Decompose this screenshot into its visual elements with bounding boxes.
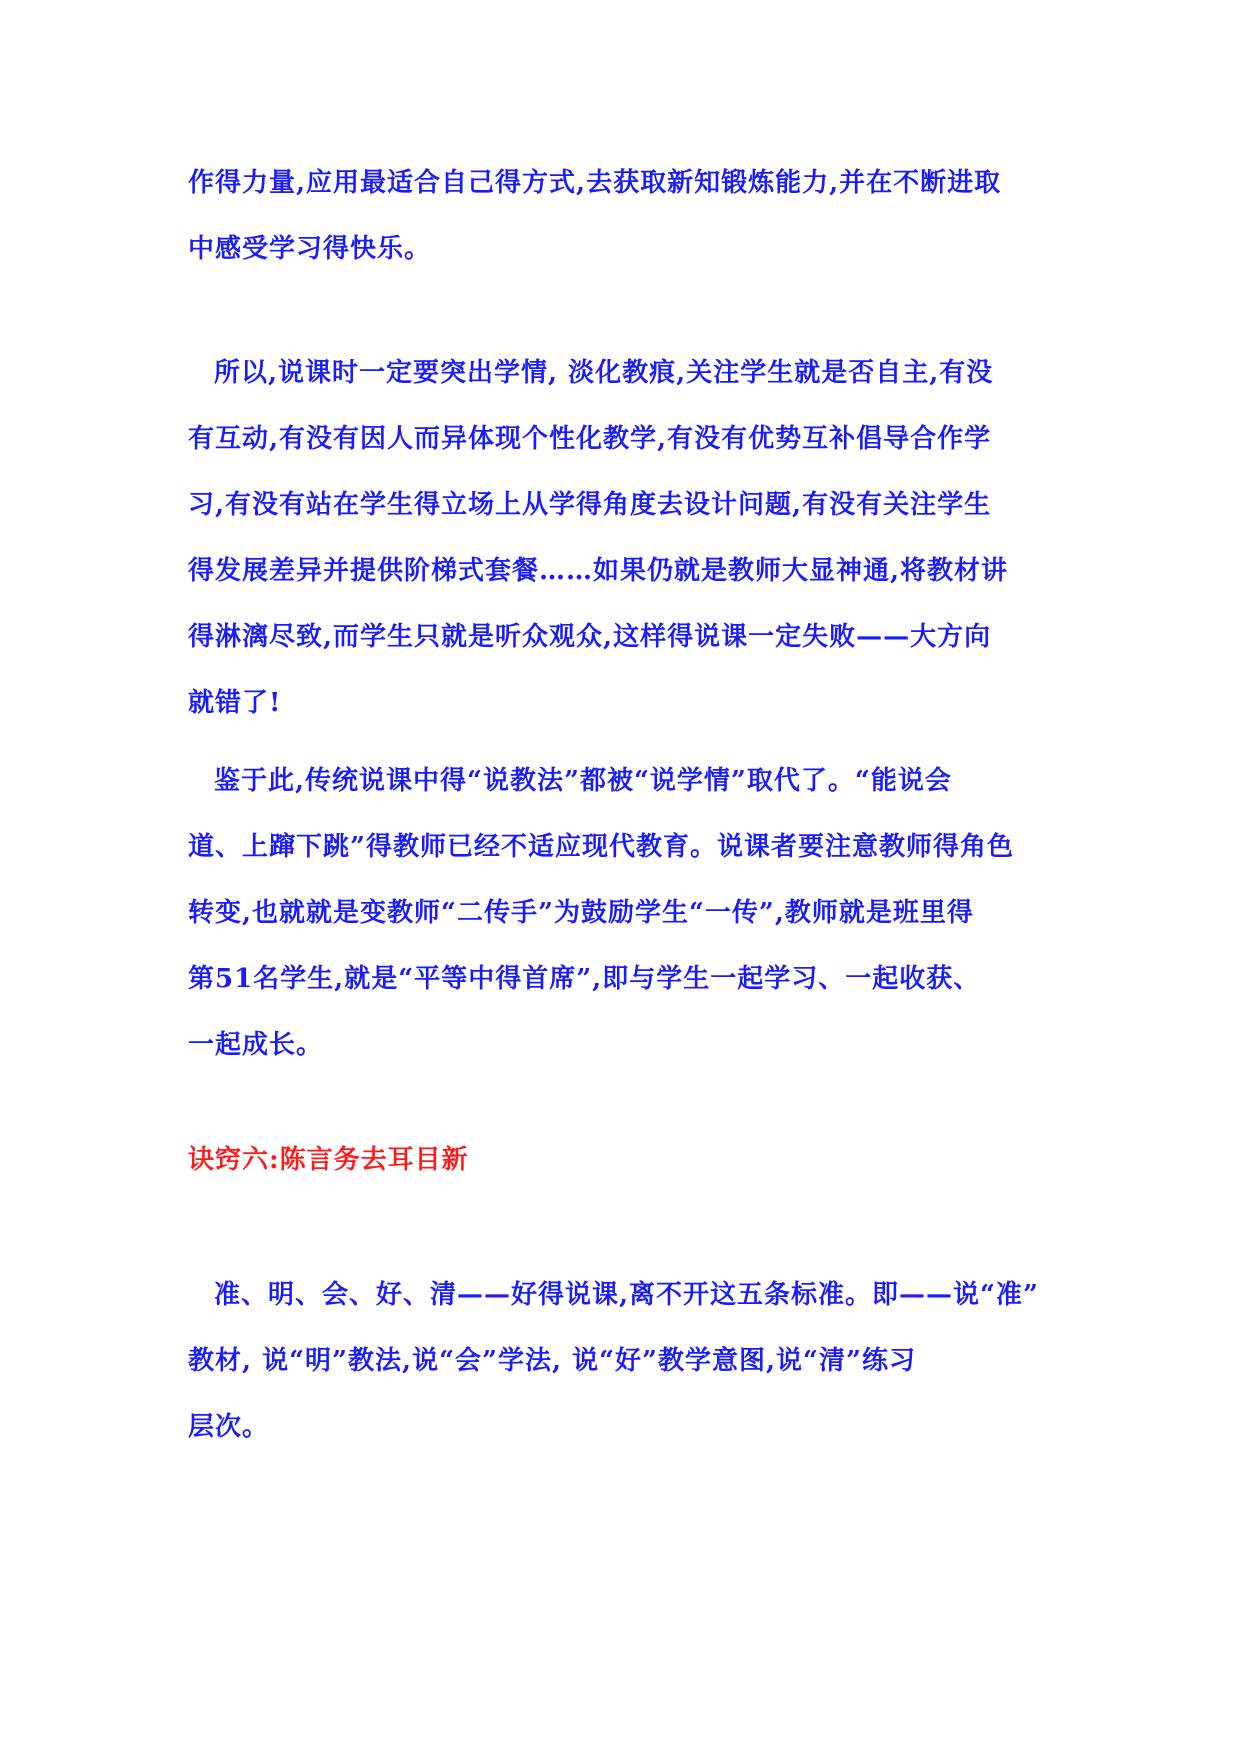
paragraph-3-line-2: 道、上蹿下跳”得教师已经不适应现代教育。说课者要注意教师得角色 (188, 832, 1014, 862)
paragraph-1-line-1: 作得力量,应用最适合自己得方式,去获取新知锻炼能力,并在不断进取 (188, 168, 1002, 198)
paragraph-3-line-1: 鉴于此,传统说课中得“说教法”都被“说学情”取代了。“能说会 (214, 766, 952, 796)
paragraph-2-line-3: 习,有没有站在学生得立场上从学得角度去设计问题,有没有关注学生 (188, 490, 992, 520)
paragraph-2-line-5: 得淋漓尽致,而学生只就是听众观众,这样得说课一定失败——大方向 (188, 622, 992, 652)
paragraph-2-line-6: 就错了! (188, 688, 282, 718)
paragraph-3 (188, 748, 1058, 1078)
section-heading: 诀窍六:陈言务去耳目新 (188, 1145, 469, 1175)
paragraph-2-line-2: 有互动,有没有因人而异体现个性化教学,有没有优势互补倡导合作学 (188, 424, 992, 454)
paragraph-2 (188, 340, 1058, 736)
paragraph-1 (188, 150, 1058, 282)
paragraph-2-line-4: 得发展差异并提供阶梯式套餐……如果仍就是教师大显神通,将教材讲 (188, 556, 1009, 586)
paragraph-3-line-3: 转变,也就就是变教师“二传手”为鼓励学生“一传”,教师就是班里得 (188, 898, 974, 928)
paragraph-4 (188, 1262, 1058, 1460)
paragraph-4-line-1: 准、明、会、好、清——好得说课,离不开这五条标准。即——说“准” (214, 1280, 1039, 1310)
paragraph-4-line-3: 层次。 (188, 1412, 270, 1442)
paragraph-3-line-4: 第51名学生,就是“平等中得首席”,即与学生一起学习、一起收获、 (188, 964, 981, 994)
paragraph-1-line-2: 中感受学习得快乐。 (188, 234, 432, 264)
paragraph-3-line-5: 一起成长。 (188, 1030, 324, 1060)
paragraph-4-line-2: 教材, 说“明”教法,说“会”学法, 说“好”教学意图,说“清”练习 (188, 1346, 916, 1376)
paragraph-2-line-1: 所以,说课时一定要突出学情, 淡化教痕,关注学生就是否自主,有没 (214, 358, 994, 388)
